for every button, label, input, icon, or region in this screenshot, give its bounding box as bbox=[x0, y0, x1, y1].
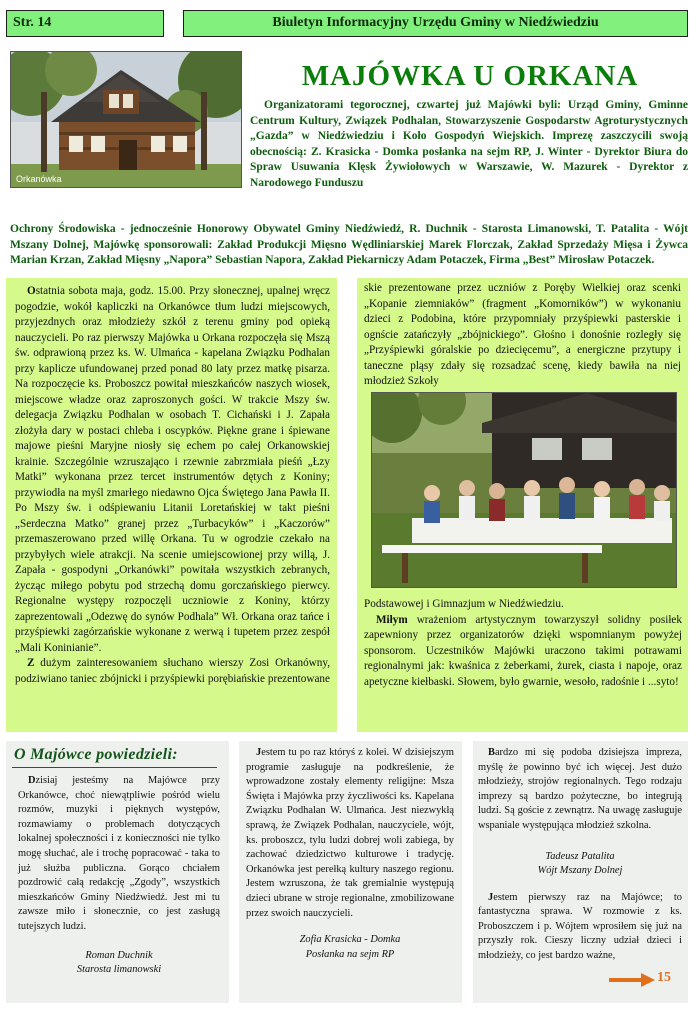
paragraph-lead: O bbox=[27, 285, 36, 297]
quote-author: Zofia Krasicka - Domka bbox=[299, 934, 401, 946]
paragraph-text: dużym zainteresowaniem słuchano wierszy Zosi Orkanówny, podziwiano taniec zbójnicki i przyśpiewki porębiańskie prezentowane bbox=[15, 657, 330, 685]
article-paragraph-3 bbox=[364, 613, 682, 691]
article-column-left bbox=[6, 278, 337, 732]
quote-lead: D bbox=[28, 775, 36, 786]
quote-2 bbox=[246, 746, 454, 962]
quote-text-4 bbox=[478, 891, 682, 964]
quote-text bbox=[478, 746, 682, 834]
next-page-arrow-icon bbox=[609, 973, 655, 987]
quote-lead: J bbox=[488, 891, 494, 903]
article-paragraph-1 bbox=[15, 284, 330, 656]
quote-author: Tadeusz Patalita bbox=[545, 850, 615, 862]
intro-paragraph: Organizatorami tegorocznej, czwartej już Majówki byli: Urząd Gminy, Gminne Centrum Kultury, Związek Podhalan, Stowarzyszenie Gospodarstw Agroturystycznych „Gazda” w Niedźwiedziu i Koło Gospodyń Wiejskich. Imprezę zaszczycili swoją obecnością: Z. Krasicka - Domka posłanka na sejm RP, J. Winter - Dyrektor Biura do Spraw Usuwania Klęsk Żywiołowych w Warszawie, W. Mazurek - Dyrektor z Narodowego Funduszu bbox=[250, 99, 688, 189]
quote-body: zisiaj jesteśmy na Majówce przy Orkanówce, choć niewątpliwie pośród wielu rozmów, muzyki i pięknych występów, rozmawiamy o problemach dotyczących lokalnej społeczności i z konieczności nie tylko mogę słuchać, ale i trochę popracować - taka to już służba publiczna. Gorąco chciałem pozdrowić całą redakcję „Zgody”, wszystkich mieszkańców Gminy Niedźwiedź. Jest mi tu zawsze miło i słonecznie, co jest zasługą tutejszych ludzi. bbox=[18, 775, 220, 932]
quotes-heading: O Majówce powiedzieli: bbox=[14, 746, 178, 763]
quote-author: Roman Duchnik bbox=[85, 949, 153, 961]
quote-body: ardzo mi się podoba dzisiejsza impreza, myślę że powinno być ich więcej. Jest dużo młodzieży, strojów regionalnych. Tego rodzaju imprezy są bardzo pożyteczne, bo integrują ludzi. Są goście z zewnątrz. Na uwagę zasługuje wspaniale występująca młodzież szkolna. bbox=[478, 747, 682, 831]
quote-body: estem pierwszy raz na Majówce; to fantastyczna sprawa. W rozmowie z ks. Proboszczem i p. Wójtem wprosiłem się już na przyszły rok. Cieszy liczny udział dzieci i młodzieży, co jest bardzo ważne, bbox=[478, 891, 682, 961]
bulletin-title: Biuletyn Informacyjny Urzędu Gminy w Niedźwiedziu bbox=[183, 10, 688, 37]
orkanowka-photo bbox=[10, 51, 242, 188]
quote-author-role: Starosta limanowski bbox=[76, 964, 162, 976]
quotes-heading-rule bbox=[12, 767, 217, 768]
quote-author-role: Wójt Mszany Dolnej bbox=[537, 865, 623, 877]
event-photo bbox=[371, 392, 677, 588]
quote-lead: J bbox=[256, 747, 262, 758]
article-paragraph-2 bbox=[15, 656, 330, 687]
quote-lead: B bbox=[488, 747, 495, 758]
quote-1 bbox=[18, 774, 220, 978]
page-label: Str. 14 bbox=[6, 10, 164, 37]
article-title: MAJÓWKA U ORKANA bbox=[301, 60, 639, 92]
quote-text bbox=[246, 746, 454, 921]
page-number: 15 bbox=[657, 970, 671, 985]
intro-paragraph-continued: Ochrony Środowiska - jednocześnie Honorowy Obywatel Gminy Niedźwiedź, R. Duchnik - Starosta Limanowski, T. Patalita - Wójt Mszany Dolnej, Majówkę sponsorowali: Zakład Produkcji Mięsno Wędliniarskiej Marek Florczak, Zakład Sprzedaży Mięsa i Żywca Marian Krzan, Zakład Mięsny „Napora” Sebastian Napora, Zakład Piekarniczy Adam Potaczek, Firma „Best” Mirosław Potaczek. bbox=[10, 223, 688, 266]
article-paragraph-continued: skie prezentowane przez uczniów z Poręby Wielkiej oraz scenki „Kopanie ziemniaków” (fragment „Komorników”) w wykonaniu dzieci z Podobina, które przypomniały przyśpiewki pasterskie i ognście zatańczyły „zbójnickiego”. Głośno i donośnie rozległy się „Przyśpiewki góralskie po dziecięcemu”, a energiczne przytupy i taneczne pląsy zdały się rozsadzać scenę, kiedy bawiła na niej młodzież Szkoły bbox=[364, 282, 681, 387]
quote-3 bbox=[478, 746, 682, 964]
article-column-right-lower bbox=[364, 597, 682, 690]
paragraph-lead: Z bbox=[27, 657, 35, 669]
paragraph-lead: Miłym bbox=[376, 613, 408, 626]
quote-body: estem tu po raz któryś z kolei. W dzisiejszym programie zasługuje na podkreślenie, że wprowadzone zostały elementy religijne: Msza Święta i Majówka przy życzliwości ks. Kapelana Związku Podhalan W. Ulmańca. Jest niezwykłą sprawą, że Związek Podhalan, nauczyciele, wójt, ks. proboszcz, tylu ludzi dobrej woli zabiega, by zachować dziedzictwo kulturowe i tradycję. Orkanówka jest perełką kultury naszego regionu. Jestem wzruszona, że tak gremialnie występują dzieci ubrane w stroje regionalne, zmobilizowane przez swoich nauczycieli. bbox=[246, 747, 454, 919]
photo-caption: Orkanówka bbox=[16, 174, 62, 184]
article-paragraph-continued-2: Podstawowej i Gimnazjum w Niedźwiedziu. bbox=[364, 598, 564, 610]
paragraph-text: wrażeniom artystycznym towarzyszył solidny posiłek zapewniony przez organizatorów dzięki wspomnianym powyżej sponsorom. Uczestników Majówki uraczono takimi potrawami regionalnymi jak: kwaśnica z żeberkami, żurek, ciasta i napoje, oraz apetyczne kiełbaski. Słowem, było gwarnie, wesoło, radośnie i ...syto! bbox=[364, 613, 682, 688]
paragraph-text: statnia sobota maja, godz. 15.00. Przy słonecznej, upalnej wręcz pogodzie, wokół kapliczki na Orkanówce tłum ludzi miejscowych, przyjezdnych oraz młodzieży szkół z terenu gminy pod opieką nauczycieli. Po raz pierwszy Majówka u Orkana rozpoczęła się Mszą św. odprawioną przez ks. W. Ulmańca - kapelana Związku Podhalan przy kaplicze ufundowanej przed ponad 80 laty przez matkę pisarza. Na rozpoczęcie ks. Proboszcz powitał mieszkańców naszych wiosek, miejscowe władze oraz zaproszonych gości. W trakcie Mszy św. delegacja Związku Podhalan w osobach T. Cichański i J. Zapała złożyła dary w postaci chleba i oscypków. Piękne grane i śpiewane majowe pieśni Maryjne niosły się echem po całej Orkanowskiej krainie. Szczególnie wzruszająco i rzewnie zabrzmiała pieśń „Łzy Matki” wykonana przez tercet instrumentów dętych z Koniny; przywiodła na myśl zmarłego niedawno Ojca Świętego Jana Pawła II. Po Mszy św. i odśpiewaniu Litanii Loretańskiej w takt pieśni „Serdeczna Matko” granej przez „Turbacyków” i „Kaczorów” przemaszerowano przed willę Orkana. Tu w ogrodzie czekało na przybyłych wiele atrakcji. Na scenie umiejscowionej przy willą, J. Zapała - gospodyni „Orkanówki” powitała wszystkich zebranych, życząc miłego pobytu pod strzechą domu gorczańskiego pierwcy. Regionalne występy rozpoczęli uczniowie z Koniny, którzy zaprezentowali „Odezwę do synów Podhala” Wł. Orkana oraz tańce i przyśpiewki zagórzańskie wykonane z werwą i tupetem przez zespół „Mali Koninianie”. bbox=[15, 285, 330, 654]
quote-text bbox=[18, 774, 220, 935]
quote-author-role: Posłanka na sejm RP bbox=[305, 948, 395, 960]
